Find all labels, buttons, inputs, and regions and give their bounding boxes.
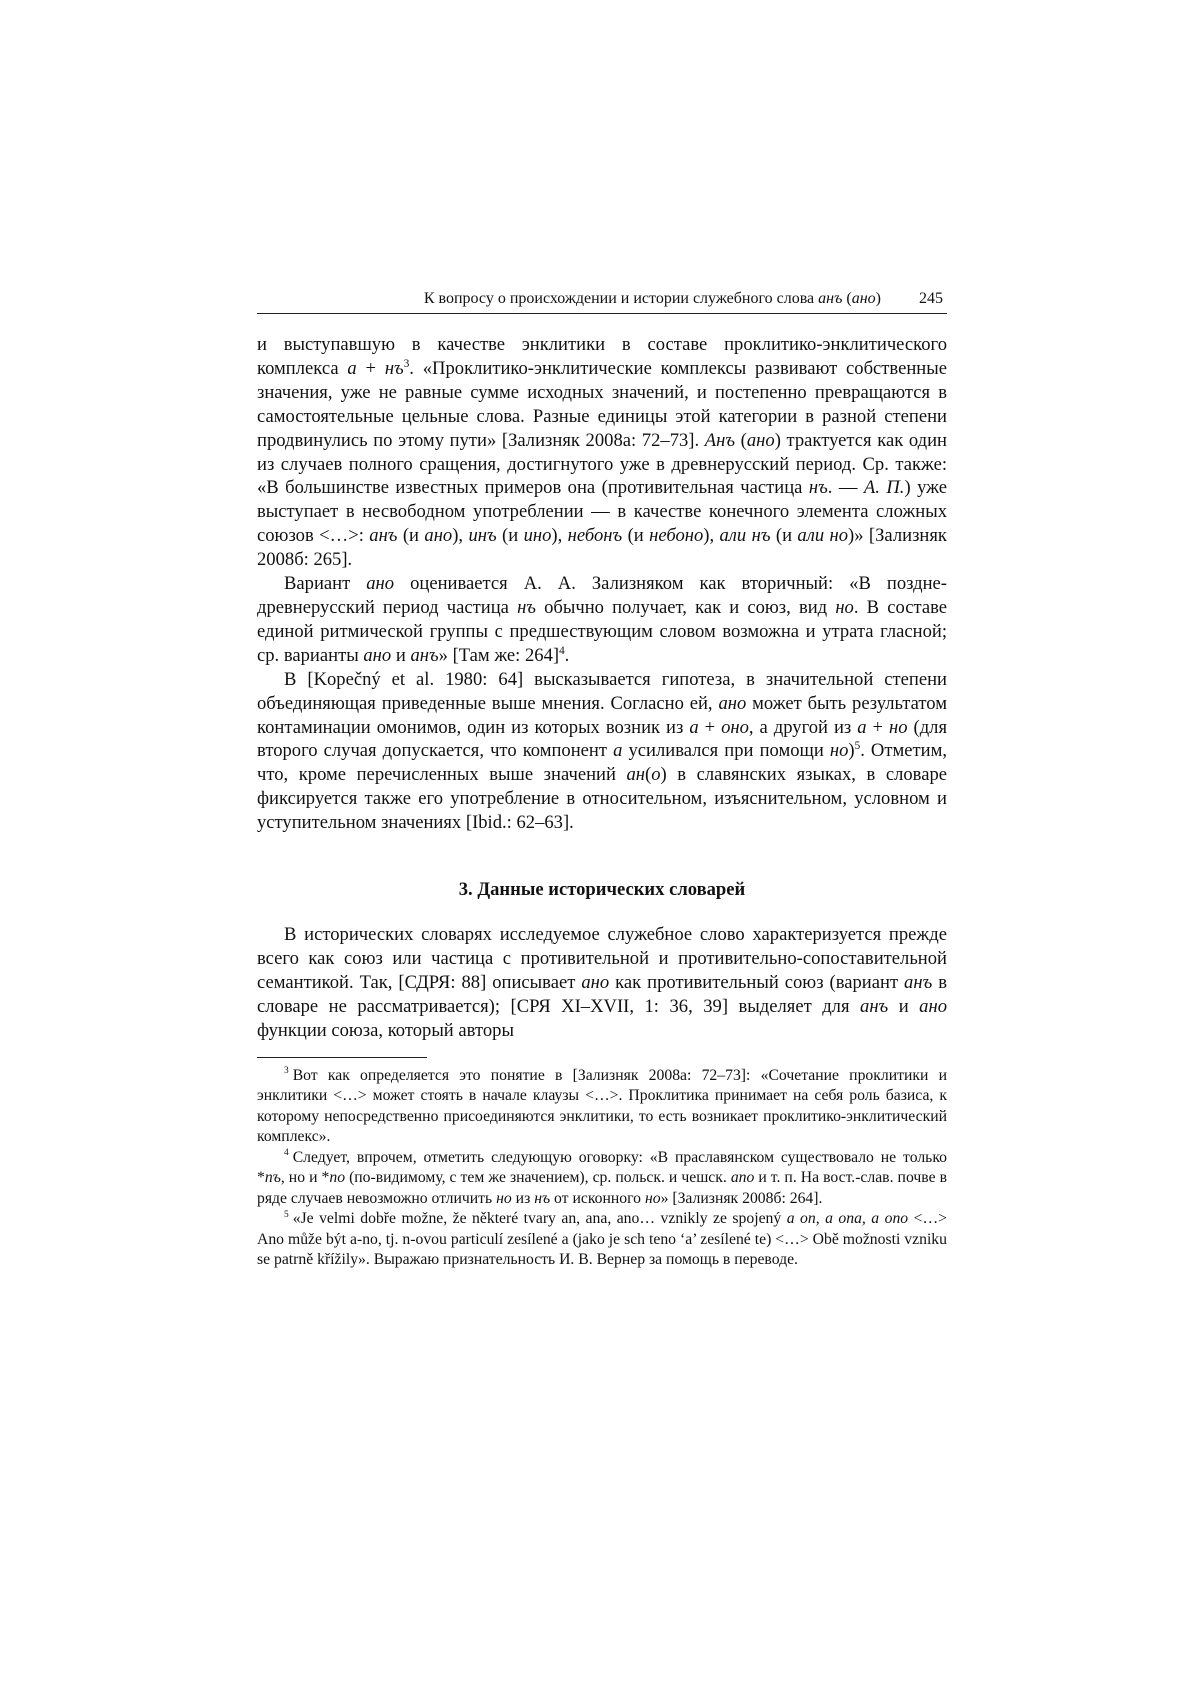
- page: [257, 288, 947, 1271]
- page-number: 245: [919, 290, 943, 307]
- running-head: [257, 288, 947, 314]
- footnote-text: Вот как определяется это понятие в [Зализняк 2008а: 72–73]: «Сочетание проклитики и энклитики <…> может стоять в начале клаузы <…>. Проклитика принимает на себя роль базиса, к которому непосредственно присоединяются энклитики, то есть возникает проклитико-энклитический комплекс».: [257, 1066, 947, 1146]
- footnote-5: [257, 1209, 947, 1271]
- footnote-mark: 5: [284, 1209, 289, 1220]
- footnote-mark: 4: [284, 1148, 289, 1159]
- body-text: [257, 333, 947, 1043]
- footnote-rule: [257, 1057, 427, 1058]
- running-head-title: К вопросу о происхождении и истории служебного слова анъ (ано): [423, 290, 881, 307]
- paragraph-2: Вариант ано оценивается А. А. Зализняком как вторичный: «В позднедревнерусский период частица нъ обычно получает, как и союз, вид но. В составе единой ритмической группы с предшествующим словом возможна и утрата гласной; ср. варианты ано и анъ» [Там же: 264]$^4$.: [257, 573, 947, 666]
- footnote-3: [257, 1066, 947, 1148]
- section-paragraph: В исторических словарях исследуемое служебное слово характеризуется прежде всего как союз или частица с противительной и противительно-сопоставительной семантикой. Так, [СДРЯ: 88] описывает ано как противительный союз (вариант анъ в словаре не рассматривается); [СРЯ XI–XVII, 1: 36, 39] выделяет для анъ и ано функции союза, который авторы: [257, 924, 947, 1041]
- paragraph-1: и выступавшую в качестве энклитики в составе проклитико-энклитического комплекса $а + нъ^3$. «Проклитико-энклитические комплексы развивают собственные значения, уже не равные сумме исходных значений, и постепенно превращаются в самостоятельные цельные слова. Разные единицы этой категории в разной степени продвинулись по этому пути» [Зализняк 2008а: 72–73]. Анъ (ано) трактуется как один из случаев полного сращения, достигнутого уже в древнерусский период. Ср. также: «В большинстве известных примеров она (противительная частица нъ. — А. П.) уже выступает в несвободном употреблении — в качестве конечного элемента сложных союзов <…>: анъ (и ано), инъ (и ино), небонъ (и небоно), али нъ (и али но)» [Зализняк 2008б: 265].: [257, 334, 948, 571]
- footnote-text: «Je velmi dobře možne, že některé tvary an, ana, ano… vznikly ze spojený a on, a ona, a ono <…> Ano může být a-no, tj. n-ovou particulí zesílené a (jako je sch teno ‘a’ zesílené te) <…> Obě možnosti vzniku se patrně křížily». Выражаю признательность И. В. Вернер за помощь в переводе.: [257, 1210, 948, 1269]
- footnotes: [257, 1066, 947, 1271]
- footnote-4: [257, 1148, 947, 1210]
- paragraph-3: В [Kopečný et al. 1980: 64] высказывается гипотеза, в значительной степени объединяющая приведенные выше мнения. Согласно ей, ано может быть результатом контаминации омонимов, один из которых возник из а + оно, а другой из а + но (для второго случая допускается, что компонент а усиливался при помощи но)$^5$. Отметим, что, кроме перечисленных выше значений ан(о) в славянских языках, в словаре фиксируется также его употребление в относительном, изъяснительном, условном и уступительном значениях [Ibid.: 62–63].: [257, 668, 947, 834]
- footnote-mark: 3: [284, 1066, 289, 1077]
- footnote-text: Следует, впрочем, отметить следующую оговорку: «В праславянском существовало не только *nъ, но и *no (по-видимому, с тем же значением), ср. польск. и чешск. ano и т. п. На вост.-слав. почве в ряде случаев невозможно отличить но из нъ от исконного но» [Зализняк 2008б: 264].: [257, 1148, 947, 1207]
- section-heading: 3. Данные исторических словарей: [458, 879, 746, 901]
